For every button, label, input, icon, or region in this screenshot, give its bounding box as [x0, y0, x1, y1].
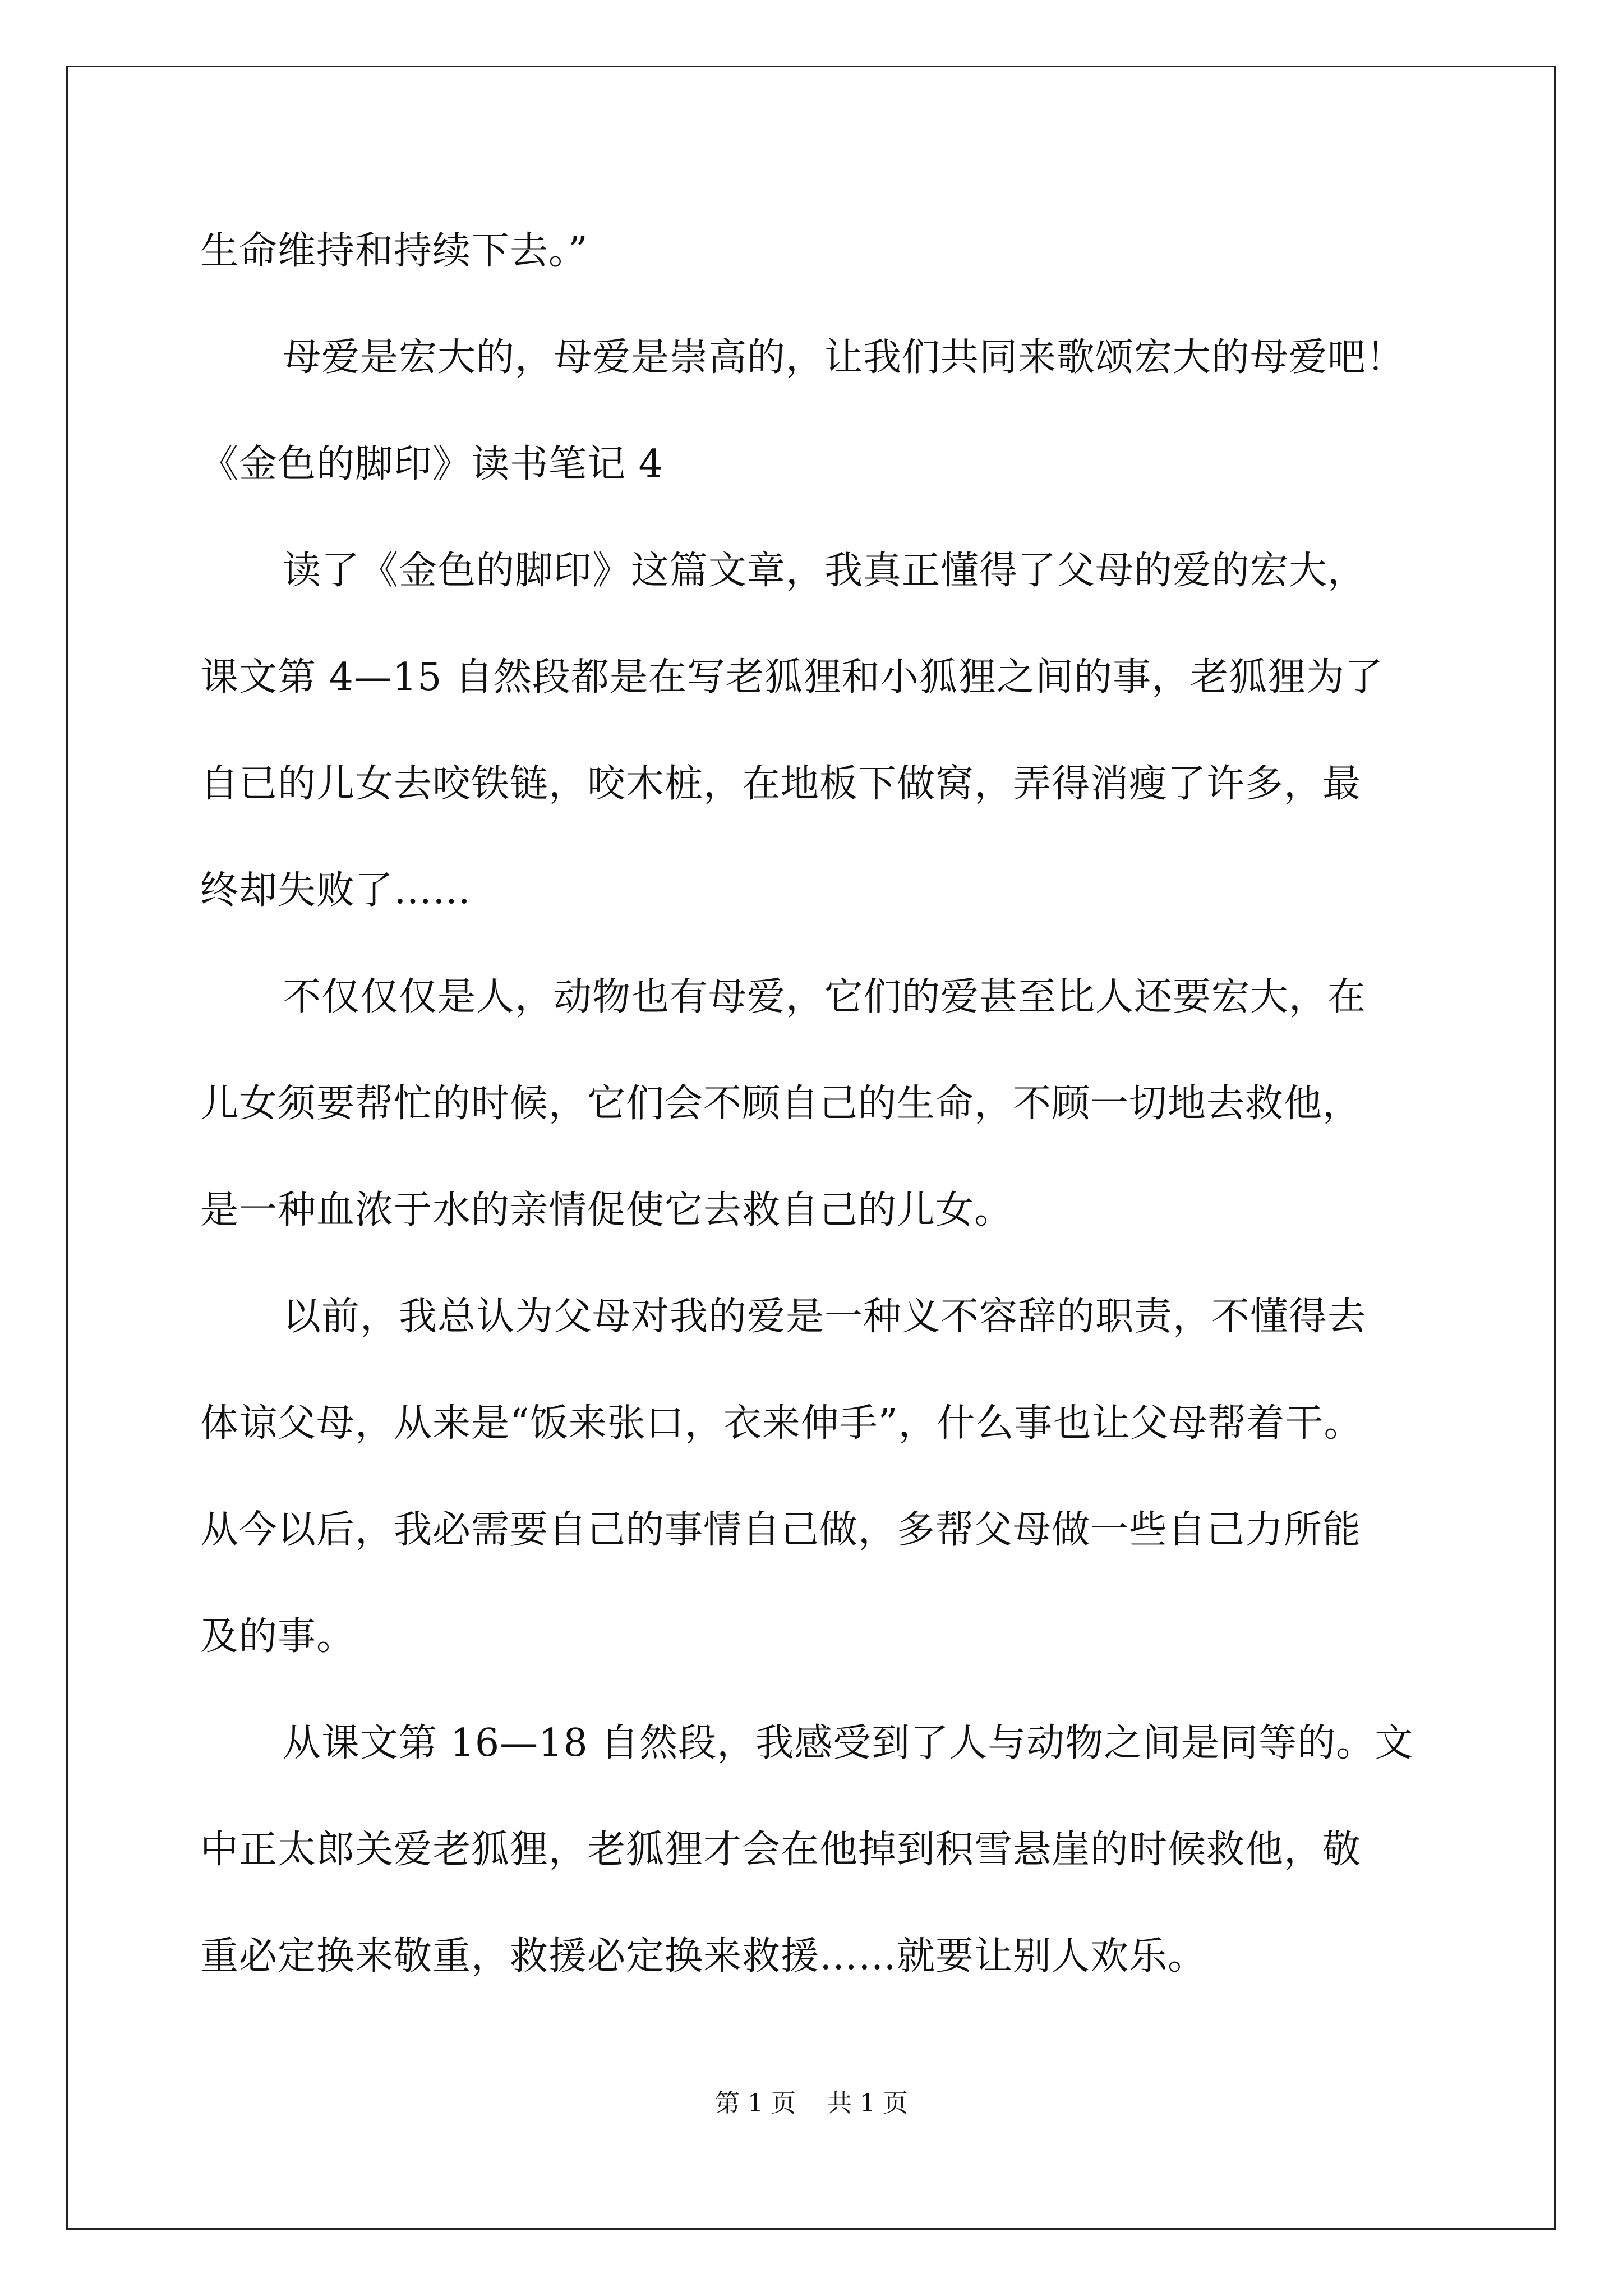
paragraph-5-line-4: 及的事。 [200, 1614, 356, 1659]
paragraph-6-line-2: 中正太郎关爱老狐狸，老狐狸才会在他掉到积雪悬崖的时候救他，敬 [200, 1828, 1362, 1872]
paragraph-4-line-1: 不仅仅仅是人，动物也有母爱，它们的爱甚至比人还要宏大，在 [283, 975, 1367, 1019]
paragraph-1-line-1: 生命维持和持续下去。” [200, 229, 588, 273]
page-border [66, 66, 1556, 2230]
paragraph-3-line-1: 读了《金色的脚印》这篇文章，我真正懂得了父母的爱的宏大， [283, 549, 1367, 593]
paragraph-4-line-3: 是一种血浓于水的亲情促使它去救自己的儿女。 [200, 1188, 1013, 1232]
paragraph-3-line-3: 自已的儿女去咬铁链，咬木桩，在地板下做窝，弄得消瘦了许多，最 [200, 762, 1362, 806]
paragraph-2-line-1: 母爱是宏大的，母爱是崇高的，让我们共同来歌颂宏大的母爱吧！ [283, 335, 1405, 380]
section-title: 《金色的脚印》读书笔记 4 [200, 442, 663, 486]
paragraph-3-line-2: 课文第 4—15 自然段都是在写老狐狸和小狐狸之间的事，老狐狸为了 [200, 655, 1384, 700]
page-number-footer: 第 1 页 共 1 页 [715, 2089, 908, 2118]
paragraph-5-line-2: 体谅父母，从来是“饭来张口，衣来伸手”，什么事也让父母帮着干。 [200, 1401, 1363, 1446]
paragraph-5-line-1: 以前，我总认为父母对我的爱是一种义不容辞的职责，不懂得去 [283, 1295, 1367, 1339]
paragraph-6-line-1: 从课文第 16—18 自然段，我感受到了人与动物之间是同等的。文 [283, 1721, 1414, 1765]
paragraph-4-line-2: 儿女须要帮忙的时候，它们会不顾自己的生命，不顾一切地去救他， [200, 1082, 1362, 1126]
paragraph-3-line-4: 终却失败了…… [200, 868, 472, 913]
paragraph-5-line-3: 从今以后，我必需要自己的事情自己做，多帮父母做一些自己力所能 [200, 1508, 1362, 1552]
paragraph-6-line-3: 重必定换来敬重，救援必定换来救援……就要让别人欢乐。 [200, 1934, 1207, 1978]
